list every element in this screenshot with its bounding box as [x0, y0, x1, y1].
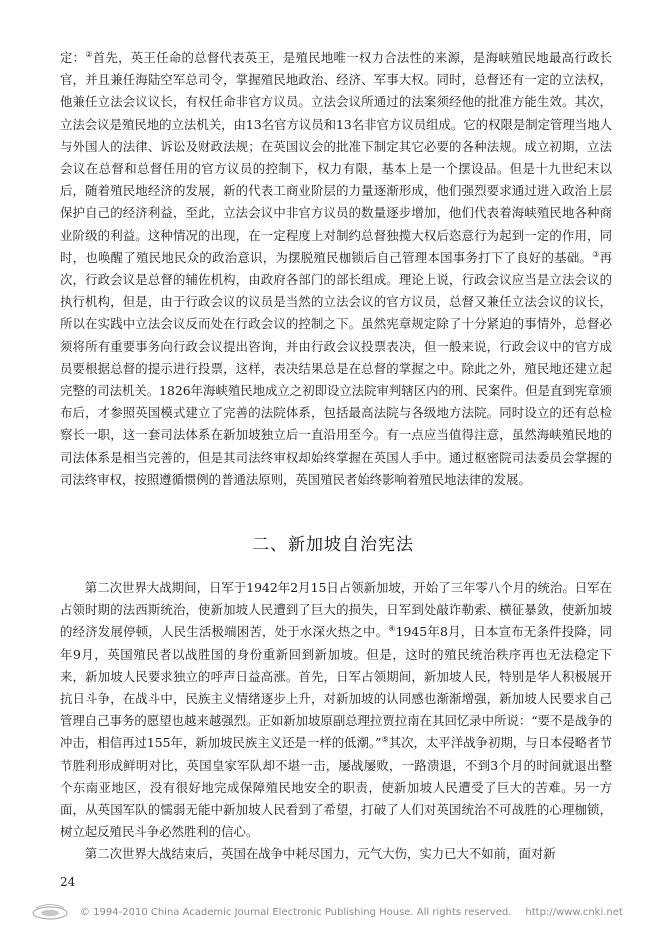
- footnote-marker[interactable]: ④: [388, 624, 396, 634]
- paragraph-text: 第二次世界大战期间，日军于1942年2月15日占领新加坡，开始了三年零八个月的统治。日军在占领时期的法西斯统治，使新加坡人民遭到了巨大的损失，日军到处敲诈勒索、横征暴敛，使新加坡的经济发展停顿，人民生活极端困苦，处于水深火热之中。: [60, 580, 612, 640]
- footer-text: [80, 905, 640, 921]
- footnote-marker[interactable]: ②: [85, 49, 93, 59]
- paragraph-text: 再次，行政会议是总督的辅佐机构，由政府各部门的部长组成。理论上说，行政会议应当是立法会议的执行机构，但是，由于行政会议的议员是当然的立法会议的官方议员，总督又兼任立法会议的议长，所以在实践中立法会议反而处在行政会议的控制之下。虽然宪章规定除了十分紧迫的事情外，总督必须将所有重要事务向行政会议提出咨询，并由行政会议投票表决，但一般来说，行政会议中的官方成员要根据总督的提示进行投票，这样，表决结果总是在总督的掌握之中。除此之外，殖民地还建立起完整的司法机关。1826年海峡殖民地成立之初即设立法院审判辖区内的刑、民案件。但是直到宪章颁布后，才参照英国模式建立了完善的法院体系，包括最高法院与各级地方法院。同时设立的还有总检察长一职，这一套司法体系在新加坡独立后一直沿用至今。有一点应当值得注意，虽然海峡殖民地的司法体系是相当完善的，但是其司法终审权却始终掌握在英国人手中。通过枢密院司法委员会掌握的司法终审权，按照遵循惯例的普通法原则，英国殖民者始终影响着殖民地法律的发展。: [60, 249, 613, 487]
- copyright-notice: © 1994-2010 China Academic Journal Electronic Publishing House. All rights reserved.: [80, 907, 512, 918]
- page-number: 24: [60, 875, 76, 889]
- footer-bar: [0, 900, 666, 926]
- paragraph-text: 第二次世界大战结束后，英国在战争中耗尽国力，元气大伤，实力已大不如前，面对新: [84, 846, 556, 862]
- section-heading: 二、新加坡自治宪法: [252, 535, 414, 555]
- paragraph: [60, 577, 612, 843]
- body-text-bottom: [60, 577, 612, 866]
- body-text-top: [60, 47, 612, 491]
- paragraph-text: 1945年8月，日本宣布无条件投降，同年9月，英国殖民者以战胜国的身份重新回到新加坡。但是，这时的殖民统治秩序再也无法稳定下来，新加坡人民要求独立的呼声日益高涨。首先，日军占领期间，新加坡人民，特别是华人积极展开抗日斗争，在战斗中，民族主义情绪逐步上升，对新加坡的认同感也渐渐增强，新加坡人民要求自己管理自己事务的愿望也越来越强烈。正如新加坡原副总理拉贾拉南在其回忆录中所说：“要不是战争的冲击，相信再过155年，新加坡民族主义还是一样的低潮。”: [60, 624, 613, 751]
- footnote-marker[interactable]: ③: [592, 249, 600, 259]
- publisher-logo-icon: [30, 902, 70, 922]
- paragraph: [60, 47, 612, 491]
- paragraph: [60, 843, 612, 865]
- footer-link[interactable]: http://www.cnki.net: [525, 907, 623, 918]
- paragraph-text: 首先，英王任命的总督代表英王，是殖民地唯一权力合法性的来源，是海峡殖民地最高行政长官，并且兼任海陆空军总司令，掌握殖民地政治、经济、军事大权。同时，总督还有一定的立法权，他兼任立法会议议长，有权任命非官方议员。立法会议所通过的法案须经他的批准方能生效。其次，立法会议是殖民地的立法机关，由13名官方议员和13名非官方议员组成。它的权限是制定管理当地人与外国人的法律、诉讼及财政法规；在英国议会的批准下制定其它必要的各种法规。成立初期，立法会议在总督和总督任用的官方议员的控制下，权力有限，基本上是一个摆设品。但是十九世纪末以后，随着殖民地经济的发展，新的代表工商业阶层的力量逐渐形成，他们强烈要求通过进入政治上层保护自己的经济利益，至此，立法会议中非官方议员的数量逐步增加，他们代表着海峡殖民地各种商业阶级的利益。这种情况的出现，在一定程度上对制约总督独揽大权后恣意行为起到一定的作用，同时，也唤醒了殖民地民众的政治意识，为摆脱殖民枷锁后自己管理本国事务打下了良好的基础。: [60, 50, 613, 265]
- paragraph-text: 定：: [60, 50, 86, 65]
- paragraph-text: 其次，太平洋战争初期，与日本侵略者节节胜利形成鲜明对比，英国皇家军队却不堪一击，屡战屡败，一路溃退，不到3个月的时间就退出整个东南亚地区，没有很好地完成保障殖民地安全的职责，使新加坡人民遭受了巨大的苦难。另一方面，从英国军队的懦弱无能中新加坡人民看到了希望，打破了人们对英国统治不可战胜的心理枷锁，树立起反殖民斗争必然胜利的信心。: [60, 735, 612, 840]
- footnote-marker[interactable]: ⑤: [381, 735, 389, 745]
